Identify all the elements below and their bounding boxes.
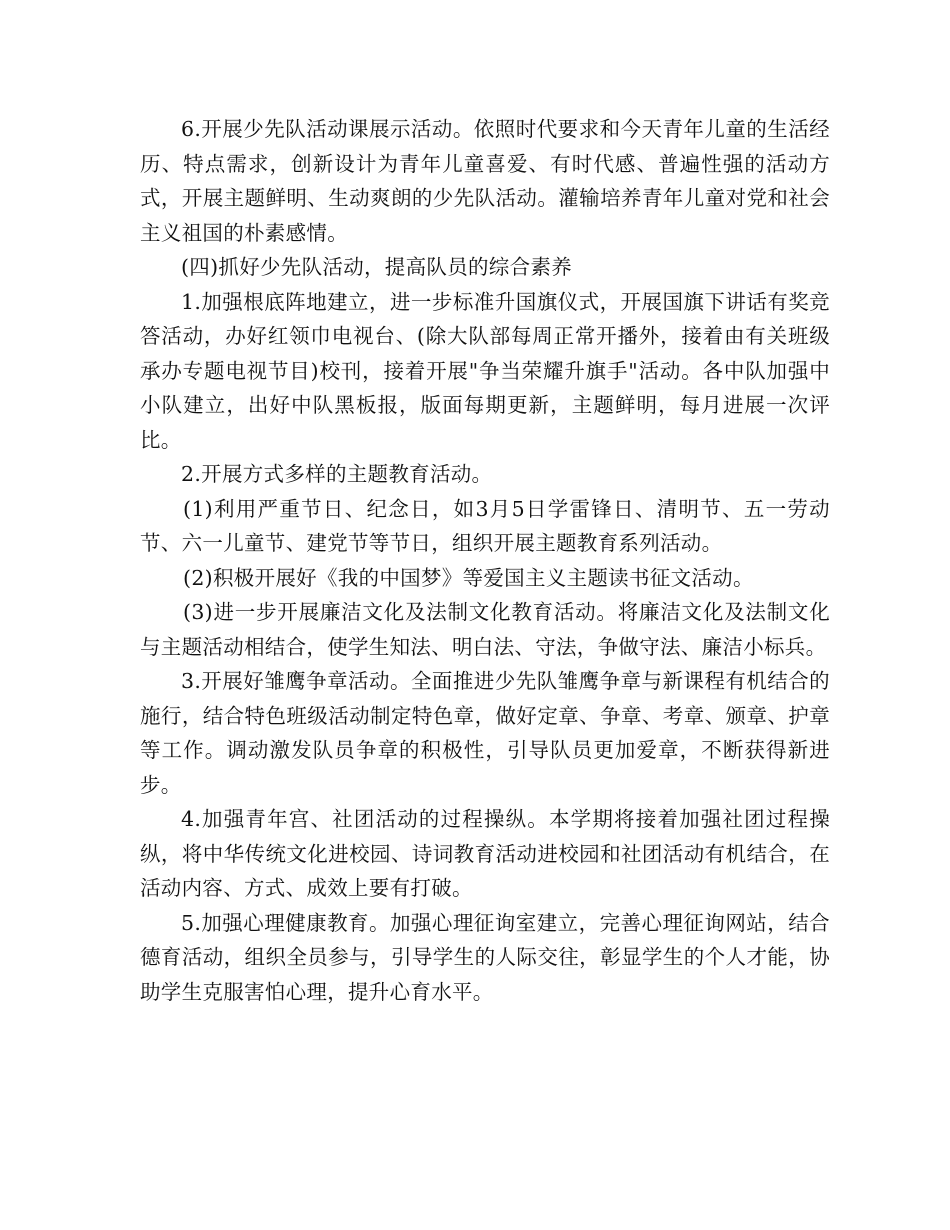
paragraph-subitem-2: (2)积极开展好《我的中国梦》等爱国主义主题读书征文活动。 [183,565,754,590]
paragraph-item-5: 5.加强心理健康教育。加强心理征询室建立，完善心理征询网站，结合德育活动，组织全员参与，引导学生的人际交往，彰显学生的个人才能，协助学生克服害怕心理，提升心育水平。 [140,910,830,1004]
paragraph-item-6: 6.开展少先队活动课展示活动。依照时代要求和今天青年儿童的生活经历、特点需求，创新设计为青年儿童喜爱、有时代感、普遍性强的活动方式，开展主题鲜明、生动爽朗的少先队活动。灌输培养青年儿童对党和社会主义祖国的朴素感情。 [140,117,830,245]
paragraph-subitem-1: (1)利用严重节日、纪念日，如3月5日学雷锋日、清明节、五一劳动节、六一儿童节、建党节等节日，组织开展主题教育系列活动。 [140,496,830,555]
paragraph-item-4: 4.加强青年宫、社团活动的过程操纵。本学期将接着加强社团过程操纵，将中华传统文化进校园、诗词教育活动进校园和社团活动有机结合，在活动内容、方式、成效上要有打破。 [140,807,830,900]
document-body [140,112,830,1009]
section-heading-4: (四)抓好少先队活动，提高队员的综合素养 [181,255,572,279]
paragraph-item-3: 3.开展好雏鹰争章活动。全面推进少先队雏鹰争章与新课程有机结合的施行，结合特色班级活动制定特色章，做好定章、争章、考章、颁章、护章等工作。调动激发队员争章的积极性，引导队员更加爱章，不断获得新进步。 [140,669,830,797]
paragraph-item-2: 2.开展方式多样的主题教育活动。 [181,462,493,486]
paragraph-item-1: 1.加强根底阵地建立，进一步标准升国旗仪式，开展国旗下讲话有奖竞答活动，办好红领巾电视台、(除大队部每周正常开播外，接着由有关班级承办专题电视节目)校刊，接着开展"争当荣耀升旗手"活动。各中队加强中小队建立，出好中队黑板报，版面每期更新，主题鲜明，每月进展一次评比。 [140,289,830,452]
paragraph-subitem-3: (3)进一步开展廉洁文化及法制文化教育活动。将廉洁文化及法制文化与主题活动相结合，使学生知法、明白法、守法，争做守法、廉洁小标兵。 [140,600,830,659]
